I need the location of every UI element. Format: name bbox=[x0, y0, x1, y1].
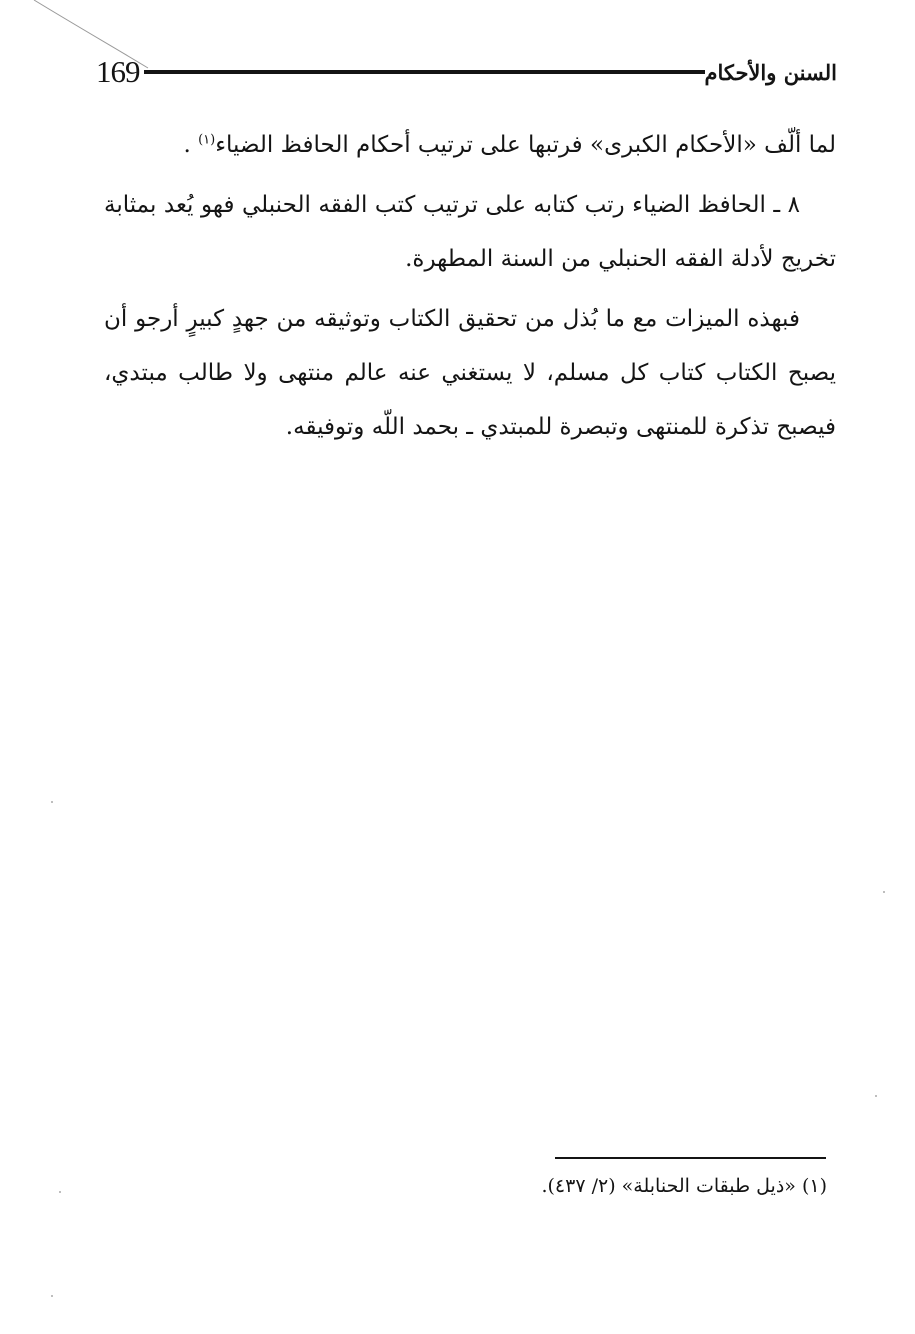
page-number: 169 bbox=[96, 54, 140, 89]
paragraph-1-text: لما ألّف «الأحكام الكبرى» فرتبها على ترتيب أحكام الحافظ الضياء bbox=[215, 132, 836, 158]
page-body bbox=[104, 118, 836, 460]
footnote-separator bbox=[555, 1157, 826, 1159]
paragraph-3: فبهذه الميزات مع ما بُذل من تحقيق الكتاب وتوثيقه من جهدٍ كبيرٍ أرجو أن يصبح الكتاب كتاب كل مسلم، لا يستغني عنه عالم منتهى ولا طالب مبتدي، فيصبح تذكرة للمنتهى وتبصرة للمبتدي ـ بحمد اللّه وتوفيقه. bbox=[104, 306, 836, 440]
running-title: السنن والأحكام bbox=[704, 60, 837, 85]
paragraph-2: ٨ ـ الحافظ الضياء رتب كتابه على ترتيب كتب الفقه الحنبلي فهو يُعد بمثابة تخريج لأدلة الفقه الحنبلي من السنة المطهرة. bbox=[104, 192, 836, 272]
paragraph-1 bbox=[104, 118, 836, 172]
footnote-reference: (١) bbox=[198, 132, 216, 148]
footnote-1: (١) «ذيل طبقات الحنابلة» (٢/ ٤٣٧). bbox=[541, 1175, 827, 1197]
page-header bbox=[96, 52, 837, 96]
header-rule bbox=[144, 70, 705, 74]
paragraph-1-end: . bbox=[183, 132, 199, 158]
